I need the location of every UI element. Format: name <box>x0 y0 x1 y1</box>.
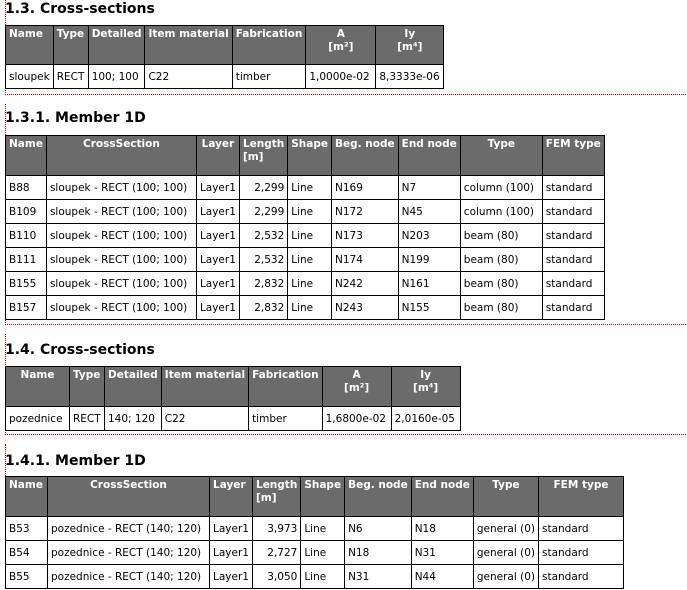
cell-name: B54 <box>6 541 48 565</box>
table-row <box>6 200 605 224</box>
cell-cross-section: sloupek - RECT (100; 100) <box>46 200 196 224</box>
cell-fem-type: standard <box>542 296 604 320</box>
column-header-area <box>322 367 391 407</box>
section-heading: 1.4.1. Member 1D <box>5 453 146 469</box>
column-header-detailed: Detailed <box>88 26 145 65</box>
cell-end-node: N161 <box>398 272 460 296</box>
table-row <box>6 517 624 541</box>
cell-layer: Layer1 <box>196 200 239 224</box>
column-header-type: Type <box>460 136 542 176</box>
cell-shape: Line <box>301 541 345 565</box>
cell-fem-type: standard <box>542 224 604 248</box>
iy-unit: [m⁴] <box>397 41 423 53</box>
cell-beg-node: N173 <box>332 224 399 248</box>
cell-cross-section: sloupek - RECT (100; 100) <box>46 272 196 296</box>
section-heading: 1.3.1. Member 1D <box>5 110 146 126</box>
cell-length: 2,299 <box>239 176 287 200</box>
cell-iy: 2,0160e-05 <box>391 407 460 431</box>
cell-type: RECT <box>53 65 88 89</box>
area-label: A <box>336 28 345 40</box>
cell-cross-section: pozednice - RECT (140; 120) <box>48 565 210 589</box>
cell-type: beam (80) <box>460 248 542 272</box>
column-header-type: Type <box>70 367 105 407</box>
cell-type: beam (80) <box>460 272 542 296</box>
cell-area: 1,0000e-02 <box>306 65 376 89</box>
cell-shape: Line <box>288 224 332 248</box>
column-header-length <box>239 136 287 176</box>
column-header-end-node: End node <box>398 136 460 176</box>
column-header-fem-type: FEM type <box>538 477 623 517</box>
cell-fabrication: timber <box>232 65 306 89</box>
cell-end-node: N45 <box>398 200 460 224</box>
cell-end-node: N31 <box>411 541 473 565</box>
column-header-name: Name <box>6 26 54 65</box>
cell-length: 3,973 <box>253 517 301 541</box>
cell-type: general (0) <box>473 517 538 541</box>
cell-type: column (100) <box>460 200 542 224</box>
cell-layer: Layer1 <box>210 517 253 541</box>
cell-cross-section: sloupek - RECT (100; 100) <box>46 224 196 248</box>
cell-length: 2,532 <box>239 248 287 272</box>
cell-end-node: N18 <box>411 517 473 541</box>
cell-beg-node: N174 <box>332 248 399 272</box>
cell-beg-node: N243 <box>332 296 399 320</box>
length-unit: [m] <box>242 151 264 163</box>
cell-end-node: N203 <box>398 224 460 248</box>
cell-iy: 8,3333e-06 <box>376 65 444 89</box>
iy-label: Iy <box>404 28 416 40</box>
cell-type: RECT <box>70 407 105 431</box>
iy-unit: [m⁴] <box>413 382 439 394</box>
cell-type: beam (80) <box>460 224 542 248</box>
column-header-name: Name <box>6 136 47 176</box>
cell-layer: Layer1 <box>196 296 239 320</box>
cell-name: B155 <box>6 272 47 296</box>
cell-shape: Line <box>288 176 332 200</box>
cell-fabrication: timber <box>249 407 323 431</box>
cell-cross-section: pozednice - RECT (140; 120) <box>48 541 210 565</box>
cell-item-material: C22 <box>145 65 232 89</box>
cell-type: general (0) <box>473 565 538 589</box>
column-header-beg-node: Beg. node <box>345 477 412 517</box>
section-heading: 1.4. Cross-sections <box>5 342 155 358</box>
cell-end-node: N199 <box>398 248 460 272</box>
cell-beg-node: N172 <box>332 200 399 224</box>
cell-name: pozednice <box>6 407 70 431</box>
table-row <box>6 272 605 296</box>
cell-type: general (0) <box>473 541 538 565</box>
cell-fem-type: standard <box>538 565 623 589</box>
cell-length: 2,299 <box>239 200 287 224</box>
cell-shape: Line <box>288 248 332 272</box>
cell-name: B109 <box>6 200 47 224</box>
column-header-detailed: Detailed <box>105 367 162 407</box>
cell-shape: Line <box>288 296 332 320</box>
member-1d-table <box>5 476 624 589</box>
cell-item-material: C22 <box>161 407 248 431</box>
column-header-layer: Layer <box>210 477 253 517</box>
table-row <box>6 65 444 89</box>
member-1d-table <box>5 135 605 320</box>
length-unit: [m] <box>256 492 277 504</box>
cell-length: 2,832 <box>239 272 287 296</box>
table-row <box>6 248 605 272</box>
cell-cross-section: pozednice - RECT (140; 120) <box>48 517 210 541</box>
cell-detailed: 100; 100 <box>88 65 145 89</box>
column-header-fabrication: Fabrication <box>232 26 306 65</box>
length-label: Length <box>242 138 285 150</box>
column-header-cross-section: CrossSection <box>48 477 210 517</box>
area-label: A <box>352 369 361 381</box>
cell-end-node: N7 <box>398 176 460 200</box>
cell-name: B111 <box>6 248 47 272</box>
cell-beg-node: N169 <box>332 176 399 200</box>
cell-shape: Line <box>288 272 332 296</box>
cell-name: B53 <box>6 517 48 541</box>
cell-length: 3,050 <box>253 565 301 589</box>
cross-sections-table <box>5 25 444 89</box>
column-header-shape: Shape <box>301 477 345 517</box>
cell-length: 2,832 <box>239 296 287 320</box>
cell-name: B88 <box>6 176 47 200</box>
cell-shape: Line <box>301 517 345 541</box>
iy-label: Iy <box>420 369 431 381</box>
column-header-name: Name <box>6 477 48 517</box>
cell-type: beam (80) <box>460 296 542 320</box>
cell-layer: Layer1 <box>196 224 239 248</box>
table-row <box>6 407 461 431</box>
table-row <box>6 296 605 320</box>
cell-beg-node: N6 <box>345 517 412 541</box>
cell-shape: Line <box>288 200 332 224</box>
cell-length: 2,727 <box>253 541 301 565</box>
cell-name: sloupek <box>6 65 54 89</box>
cell-area: 1,6800e-02 <box>322 407 391 431</box>
cell-shape: Line <box>301 565 345 589</box>
column-header-type: Type <box>473 477 538 517</box>
cell-fem-type: standard <box>542 200 604 224</box>
cell-fem-type: standard <box>542 272 604 296</box>
cell-layer: Layer1 <box>196 272 239 296</box>
cell-length: 2,532 <box>239 224 287 248</box>
column-header-iy <box>391 367 460 407</box>
cell-layer: Layer1 <box>196 248 239 272</box>
cell-beg-node: N242 <box>332 272 399 296</box>
column-header-cross-section: CrossSection <box>46 136 196 176</box>
section-heading: 1.3. Cross-sections <box>5 1 155 17</box>
column-header-iy <box>376 26 444 65</box>
cell-type: column (100) <box>460 176 542 200</box>
cell-fem-type: standard <box>538 517 623 541</box>
column-header-type: Type <box>53 26 88 65</box>
cross-sections-table <box>5 366 461 431</box>
cell-layer: Layer1 <box>196 176 239 200</box>
cell-name: B157 <box>6 296 47 320</box>
table-row <box>6 565 624 589</box>
cell-end-node: N44 <box>411 565 473 589</box>
cell-layer: Layer1 <box>210 565 253 589</box>
column-header-area <box>306 26 376 65</box>
cell-cross-section: sloupek - RECT (100; 100) <box>46 248 196 272</box>
column-header-name: Name <box>6 367 70 407</box>
table-row <box>6 176 605 200</box>
cell-fem-type: standard <box>542 176 604 200</box>
cell-cross-section: sloupek - RECT (100; 100) <box>46 176 196 200</box>
cell-fem-type: standard <box>538 541 623 565</box>
column-header-layer: Layer <box>196 136 239 176</box>
cell-beg-node: N31 <box>345 565 412 589</box>
column-header-item-material: Item material <box>145 26 232 65</box>
cell-detailed: 140; 120 <box>105 407 162 431</box>
column-header-shape: Shape <box>288 136 332 176</box>
cell-fem-type: standard <box>542 248 604 272</box>
cell-end-node: N155 <box>398 296 460 320</box>
column-header-beg-node: Beg. node <box>332 136 399 176</box>
column-header-item-material: Item material <box>161 367 248 407</box>
cell-name: B55 <box>6 565 48 589</box>
table-row <box>6 224 605 248</box>
table-row <box>6 541 624 565</box>
column-header-fabrication: Fabrication <box>249 367 323 407</box>
cell-beg-node: N18 <box>345 541 412 565</box>
cell-name: B110 <box>6 224 47 248</box>
area-unit: [m²] <box>344 382 370 394</box>
cell-cross-section: sloupek - RECT (100; 100) <box>46 296 196 320</box>
area-unit: [m²] <box>328 41 354 53</box>
length-label: Length <box>256 479 298 491</box>
column-header-end-node: End node <box>411 477 473 517</box>
cell-layer: Layer1 <box>210 541 253 565</box>
column-header-fem-type: FEM type <box>542 136 604 176</box>
column-header-length <box>253 477 301 517</box>
